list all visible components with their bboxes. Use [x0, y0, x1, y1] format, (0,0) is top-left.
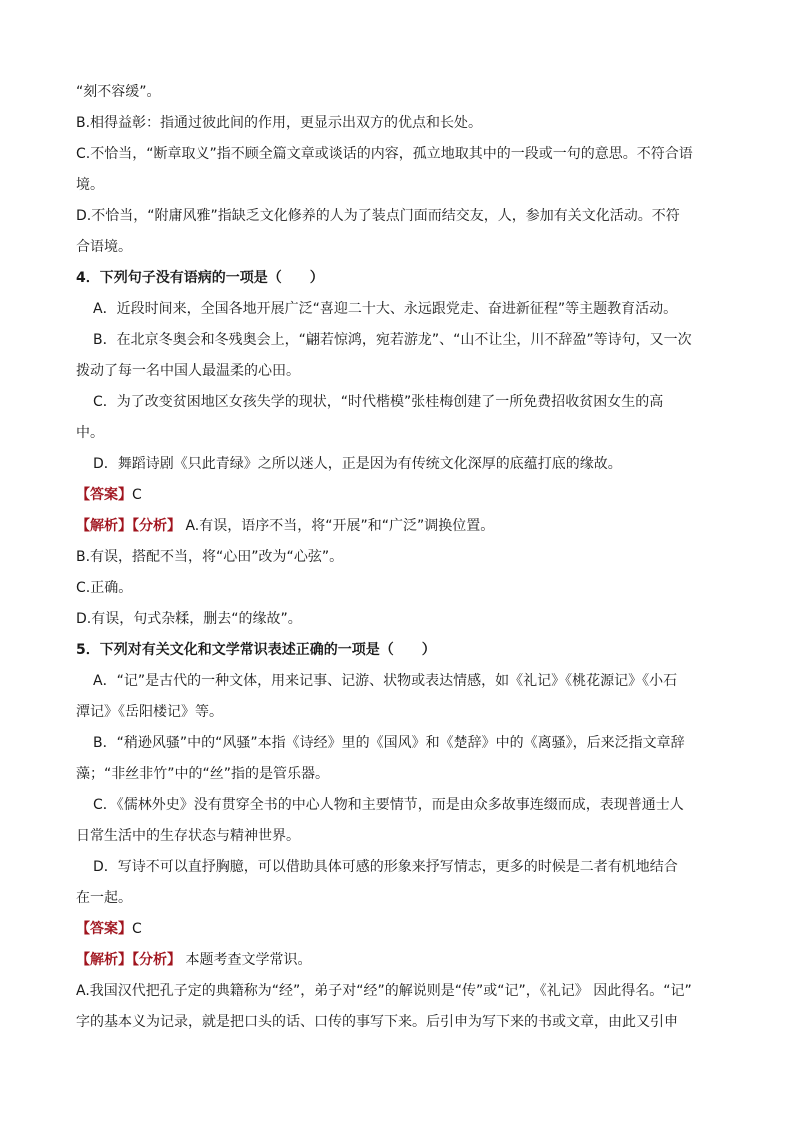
question-4-analysis — [76, 516, 726, 536]
question-5-option-d-cont: 在一起。 — [76, 890, 132, 906]
question-5-answer — [76, 919, 726, 939]
analysis-text: 本题考查文学常识。 — [181, 952, 312, 968]
text-line: A.我国汉代把孔子定的典籍称为“经”，弟子对“经”的解说则是“传”或“记”，《礼记》 因此得名。“记” — [76, 983, 692, 999]
question-5-option-a: A．“记”是古代的一种文体，用来记事、记游、状物或表达情感，如《礼记》《桃花源记》《小石 — [93, 673, 678, 689]
question-4-option-c: C．为了改变贫困地区女孩失学的现状，“时代楷模”张桂梅创建了一所免费招收贫困女生的高 — [93, 394, 664, 410]
text-line: 字的基本义为记录，就是把口头的话、口传的事写下来。后引申为写下来的书或文章，由此又引申 — [76, 1014, 678, 1030]
question-5-analysis — [76, 950, 726, 970]
analysis-label: 【解析】【分析】 — [76, 952, 181, 968]
text-line: “刻不容缓”。 — [76, 84, 161, 100]
question-5-option-a-cont: 潭记》《岳阳楼记》等。 — [76, 704, 223, 720]
question-4-option-b-cont: 拨动了每一名中国人最温柔的心田。 — [76, 363, 300, 379]
answer-label: 【答案】 — [76, 487, 132, 503]
text-line: D.有误，句式杂糅，删去“的缘故”。 — [76, 611, 302, 627]
text-line: C.正确。 — [76, 580, 133, 596]
text-line: 合语境。 — [76, 239, 132, 255]
text-line: B.有误，搭配不当，将“心田”改为“心弦”。 — [76, 549, 344, 565]
analysis-label: 【解析】【分析】 — [76, 518, 181, 534]
question-4-option-a: A．近段时间来，全国各地开展广泛“喜迎二十大、永远跟党走、奋进新征程”等主题教育活动。 — [93, 301, 678, 317]
question-4-option-d: D．舞蹈诗剧《只此青绿》之所以迷人，正是因为有传统文化深厚的底蕴打底的缘故。 — [93, 456, 622, 472]
text-line: C.不恰当，“断章取义”指不顾全篇文章或谈话的内容，孤立地取其中的一段或一句的意思。不符合语 — [76, 146, 693, 162]
question-5-option-d: D．写诗不可以直抒胸臆，可以借助具体可感的形象来抒写情志，更多的时候是二者有机地结合 — [93, 859, 678, 875]
question-5-option-b: B．“稍逊风骚”中的“风骚”本指《诗经》里的《国风》和《楚辞》中的《离骚》，后来泛指文章辞 — [93, 735, 685, 751]
text-line: D.不恰当，“附庸风雅”指缺乏文化修养的人为了装点门面而结交友，人，参加有关文化活动。不符 — [76, 208, 680, 224]
question-4-option-c-cont: 中。 — [76, 425, 104, 441]
analysis-text: A.有误，语序不当，将“开展”和“广泛”调换位置。 — [181, 518, 495, 534]
question-5-option-c-cont: 日常生活中的生存状态与精神世界。 — [76, 828, 300, 844]
answer-label: 【答案】 — [76, 921, 132, 937]
answer-value: C — [132, 487, 142, 503]
text-line: 境。 — [76, 177, 104, 193]
question-4-stem: 4．下列句子没有语病的一项是（ ） — [76, 270, 324, 286]
question-5-option-b-cont: 藻；“非丝非竹”中的“丝”指的是管乐器。 — [76, 766, 330, 782]
answer-value: C — [132, 921, 142, 937]
question-5-stem: 5．下列对有关文化和文学常识表述正确的一项是（ ） — [76, 642, 436, 658]
question-5-option-c: C．《儒林外史》没有贯穿全书的中心人物和主要情节，而是由众多故事连缀而成，表现普通士人 — [93, 797, 684, 813]
question-4-answer — [76, 485, 726, 505]
question-4-option-b: B．在北京冬奥会和冬残奥会上，“翩若惊鸿，宛若游龙”、“山不让尘，川不辞盈”等诗句，又一次 — [93, 332, 692, 348]
text-line: B.相得益彰：指通过彼此间的作用，更显示出双方的优点和长处。 — [76, 115, 483, 131]
